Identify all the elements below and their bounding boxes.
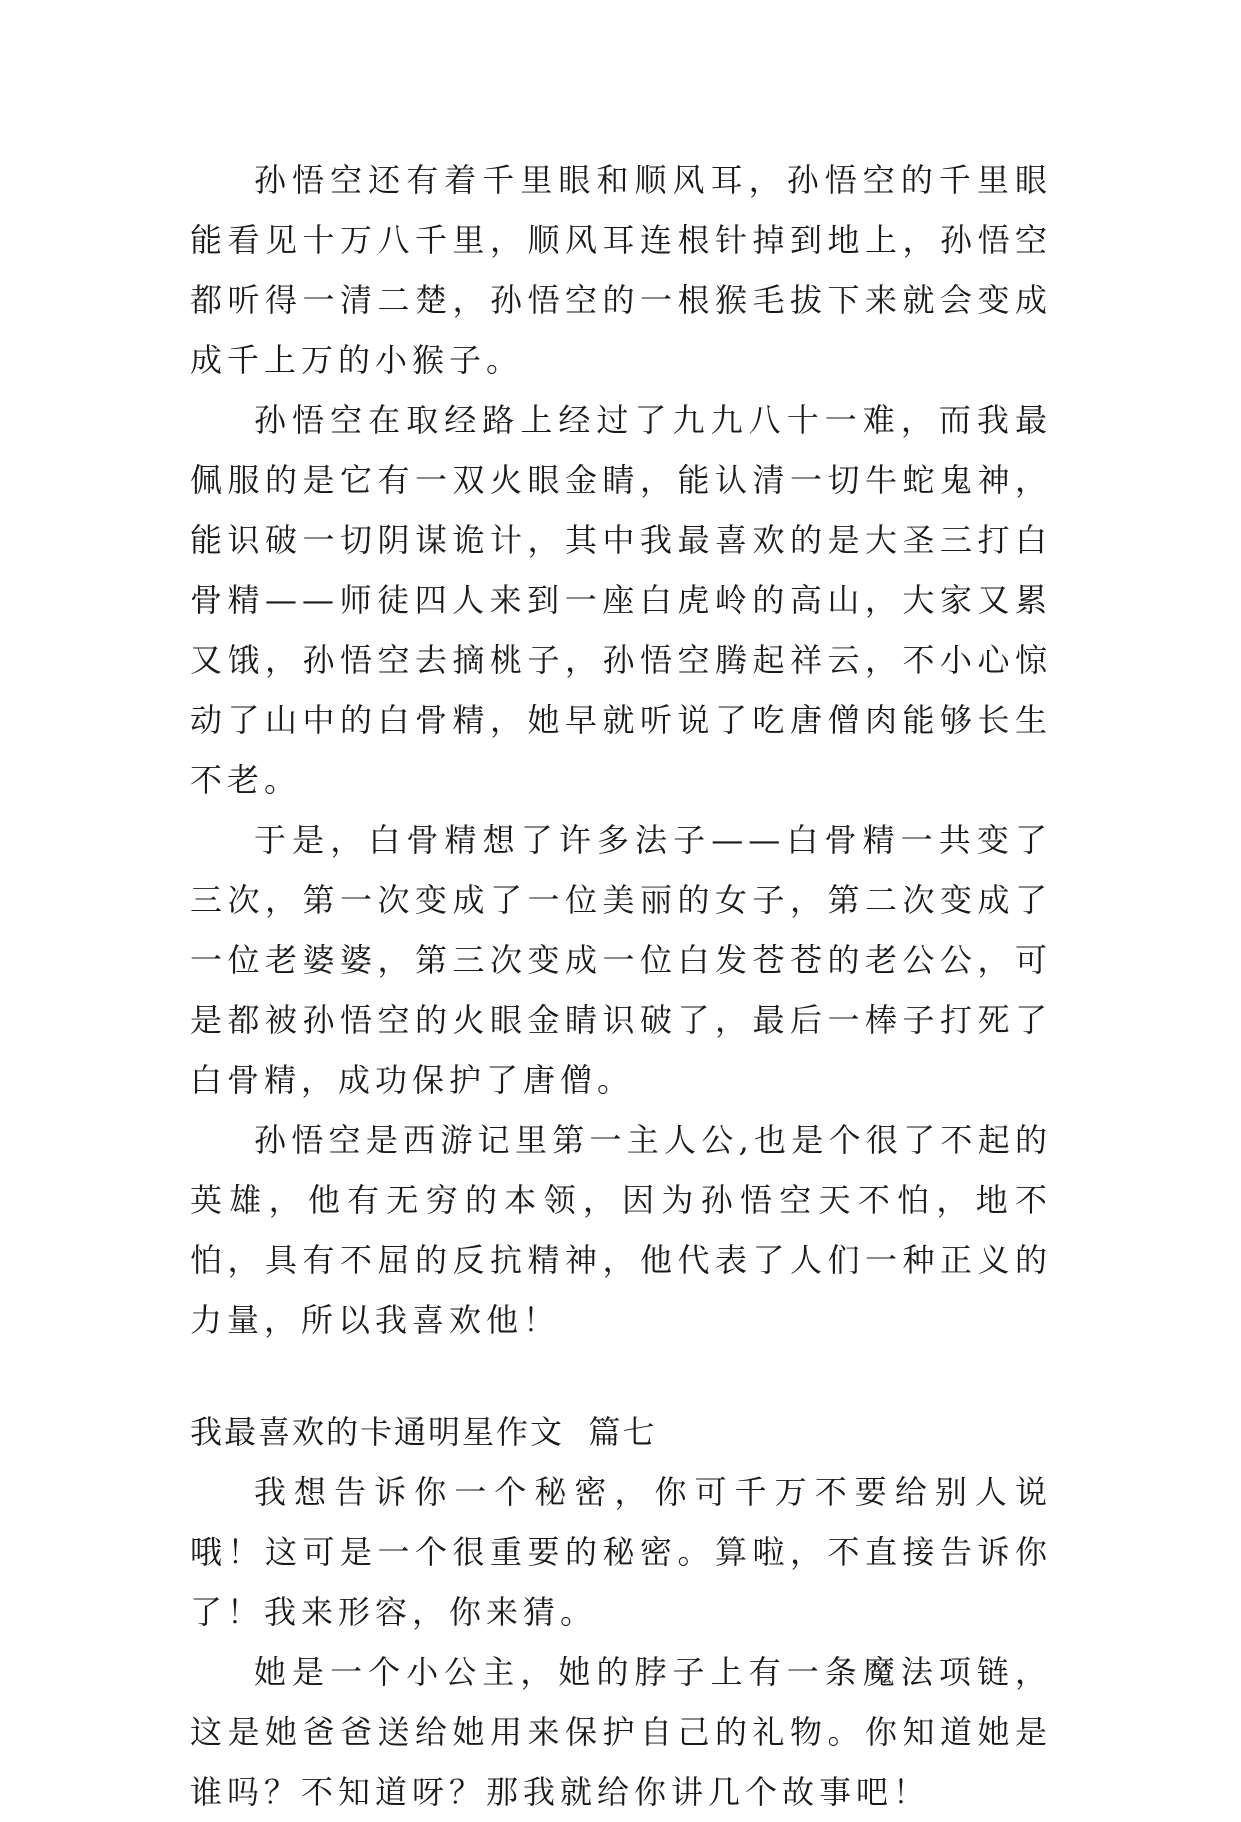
- paragraph: 孙悟空在取经路上经过了九九八十一难，而我最佩服的是它有一双火眼金睛，能认清一切牛蛇鬼神，能识破一切阴谋诡计，其中我最喜欢的是大圣三打白骨精——师徒四人来到一座白虎岭的高山，大家又累又饿，孙悟空去摘桃子，孙悟空腾起祥云，不小心惊动了山中的白骨精，她早就听说了吃唐僧肉能够长生不老。: [190, 401, 1052, 799]
- paragraph: 孙悟空还有着千里眼和顺风耳，孙悟空的千里眼能看见十万八千里，顺风耳连根针掉到地上，孙悟空都听得一清二楚，孙悟空的一根猴毛拔下来就会变成成千上万的小猴子。: [190, 161, 1052, 379]
- section-title: 我最喜欢的卡通明星作文 篇七: [190, 1413, 657, 1451]
- paragraph: 于是，白骨精想了许多法子——白骨精一共变了三次，第一次变成了一位美丽的女子，第二次变成了一位老婆婆，第三次变成一位白发苍苍的老公公，可是都被孙悟空的火眼金睛识破了，最后一棒子打死了白骨精，成功保护了唐僧。: [190, 821, 1052, 1099]
- paragraph: 孙悟空是西游记里第一主人公,也是个很了不起的英雄，他有无穷的本领，因为孙悟空天不怕，地不怕，具有不屈的反抗精神，他代表了人们一种正义的力量，所以我喜欢他！: [190, 1121, 1052, 1339]
- document-body: [190, 150, 1052, 1822]
- paragraph: 我想告诉你一个秘密，你可千万不要给别人说哦！这可是一个很重要的秘密。算啦，不直接告诉你了！我来形容，你来猜。: [190, 1473, 1052, 1631]
- paragraph: 她是一个小公主，她的脖子上有一条魔法项链，这是她爸爸送给她用来保护自己的礼物。你知道她是谁吗？不知道呀？那我就给你讲几个故事吧！: [190, 1653, 1052, 1811]
